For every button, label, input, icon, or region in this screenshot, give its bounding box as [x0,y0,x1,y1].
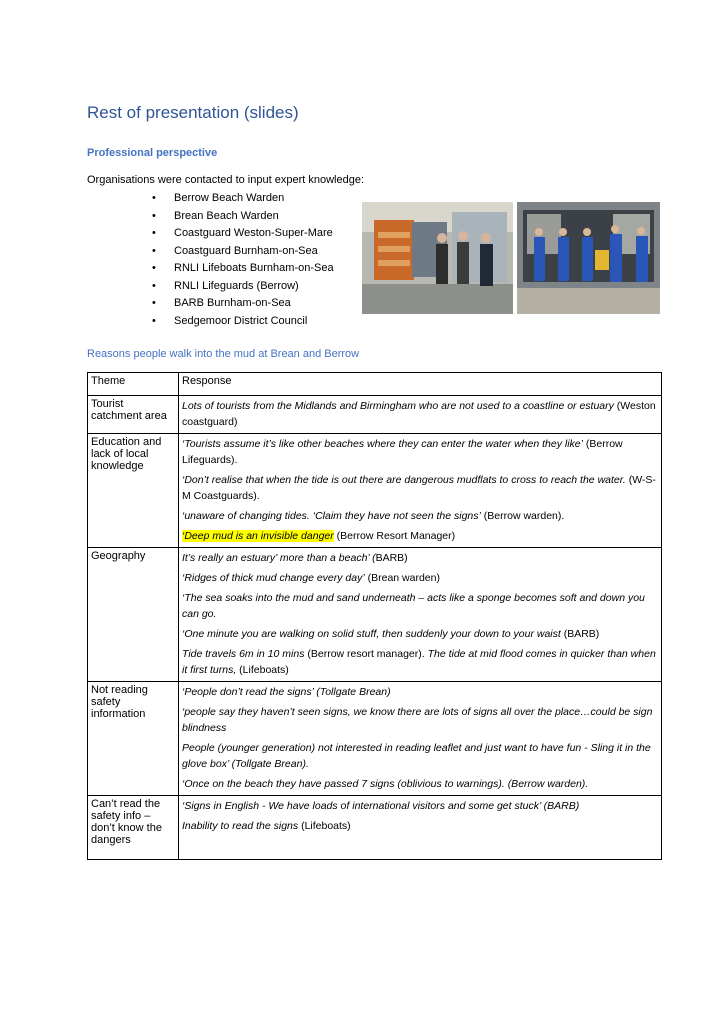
response-cell [179,682,662,796]
table-row [88,796,662,860]
response-line [182,550,658,566]
table-row [88,682,662,796]
table-row [88,434,662,548]
list-item: • RNLI Lifeboats Burnham-on-Sea [152,260,334,278]
response-line [182,626,658,642]
source-text: (Berrow Lifeguards). [182,438,623,466]
quote-text: People (younger generation) not interested in reading leaflet and just want to have fun - Sling it in the glove box’ (Tollgate Brean). [182,742,651,770]
quote-text: Lots of tourists from the Midlands and Birmingham who are not used to a coastline or estuary [182,400,614,412]
quote-text: It’s really an estuary’ more than a beach’ ( [182,552,376,564]
section-heading: Reasons people walk into the mud at Brean and Berrow [87,348,360,360]
source-text: (Lifeboats) [236,664,289,676]
response-line [182,436,658,468]
theme-cell: Geography [88,548,179,682]
response-line [182,398,658,430]
column-header-theme: Theme [88,373,179,396]
response-cell [179,548,662,682]
quote-text: ‘Once on the beach they have passed 7 signs (oblivious to warnings). (Berrow warden). [182,778,589,790]
table-row [88,548,662,682]
quote-text: ‘Tourists assume it’s like other beaches where they can enter the water when they like’ [182,438,583,450]
table-row [88,396,662,434]
intro-text: Organisations were contacted to input expert knowledge: [87,174,364,186]
list-item: • Coastguard Weston-Super-Mare [152,225,334,243]
source-text: (Berrow warden). [480,510,565,522]
list-item: • Sedgemoor District Council [152,313,334,331]
quote-text: ‘Signs in English - We have loads of international visitors and some get stuck’ (BARB) [182,800,580,812]
source-text: (BARB) [560,628,600,640]
response-line [182,740,658,772]
response-cell [179,396,662,434]
source-text: (Berrow Resort Manager) [333,530,456,542]
list-item: • Brean Beach Warden [152,208,334,226]
response-cell [179,434,662,548]
list-item: • BARB Burnham-on-Sea [152,295,334,313]
response-cell [179,796,662,860]
quote-text: ‘Don’t realise that when the tide is out there are dangerous mudflats to cross to reach the water. [182,474,626,486]
response-line [182,472,658,504]
source-text: BARB) [375,552,408,564]
quote-text: ‘people say they haven’t seen signs, we know there are lots of signs all over the place…could be sign blindness [182,706,653,734]
quote-text: ‘Ridges of thick mud change every day’ [182,572,365,584]
source-text: (Berrow resort manager). [304,648,428,660]
photo-lifeboat-station [362,202,513,314]
response-line [182,704,658,736]
quote-text: The tide at mid flood comes in quicker than when it first turns, [182,648,656,676]
photo-crew-garage [517,202,660,314]
response-line [182,590,658,622]
theme-cell: Can’t read the safety info – don’t know the dangers [88,796,179,860]
theme-cell: Tourist catchment area [88,396,179,434]
source-text: (Brean warden) [364,572,440,584]
theme-cell: Not reading safety information [88,682,179,796]
source-text: (W-S-M Coastguards). [182,474,656,502]
table-header-row [88,373,662,396]
quote-text: ‘unaware of changing tides. ‘Claim they have not seen the signs’ [182,510,481,522]
response-line [182,570,658,586]
quote-text: ‘The sea soaks into the mud and sand underneath – acts like a sponge becomes soft and down you can go. [182,592,645,620]
response-line [182,818,658,834]
quote-text: Tide travels 6m in 10 mins [182,648,305,660]
themes-table [87,372,662,860]
source-text: (Weston coastguard) [182,400,656,428]
response-line [182,508,658,524]
response-line [182,776,658,792]
list-item: • Coastguard Burnham-on-Sea [152,243,334,261]
quote-text: ‘People don’t read the signs’ (Tollgate Brean) [182,686,391,698]
subheading: Professional perspective [87,147,218,159]
column-header-response: Response [179,373,662,396]
quote-text: Inability to read the signs [182,820,299,832]
response-line [182,684,658,700]
quote-text: ‘One minute you are walking on solid stuff, then suddenly your down to your waist [182,628,561,640]
theme-cell: Education and lack of local knowledge [88,434,179,548]
list-item: • Berrow Beach Warden [152,190,334,208]
organisation-list [152,190,334,330]
page-title: Rest of presentation (slides) [87,103,299,122]
response-line [182,528,658,544]
source-text: (Lifeboats) [298,820,351,832]
list-item: • RNLI Lifeguards (Berrow) [152,278,334,296]
response-line [182,646,658,678]
highlighted-quote: ‘Deep mud is an invisible danger [182,530,334,542]
response-line [182,798,658,814]
